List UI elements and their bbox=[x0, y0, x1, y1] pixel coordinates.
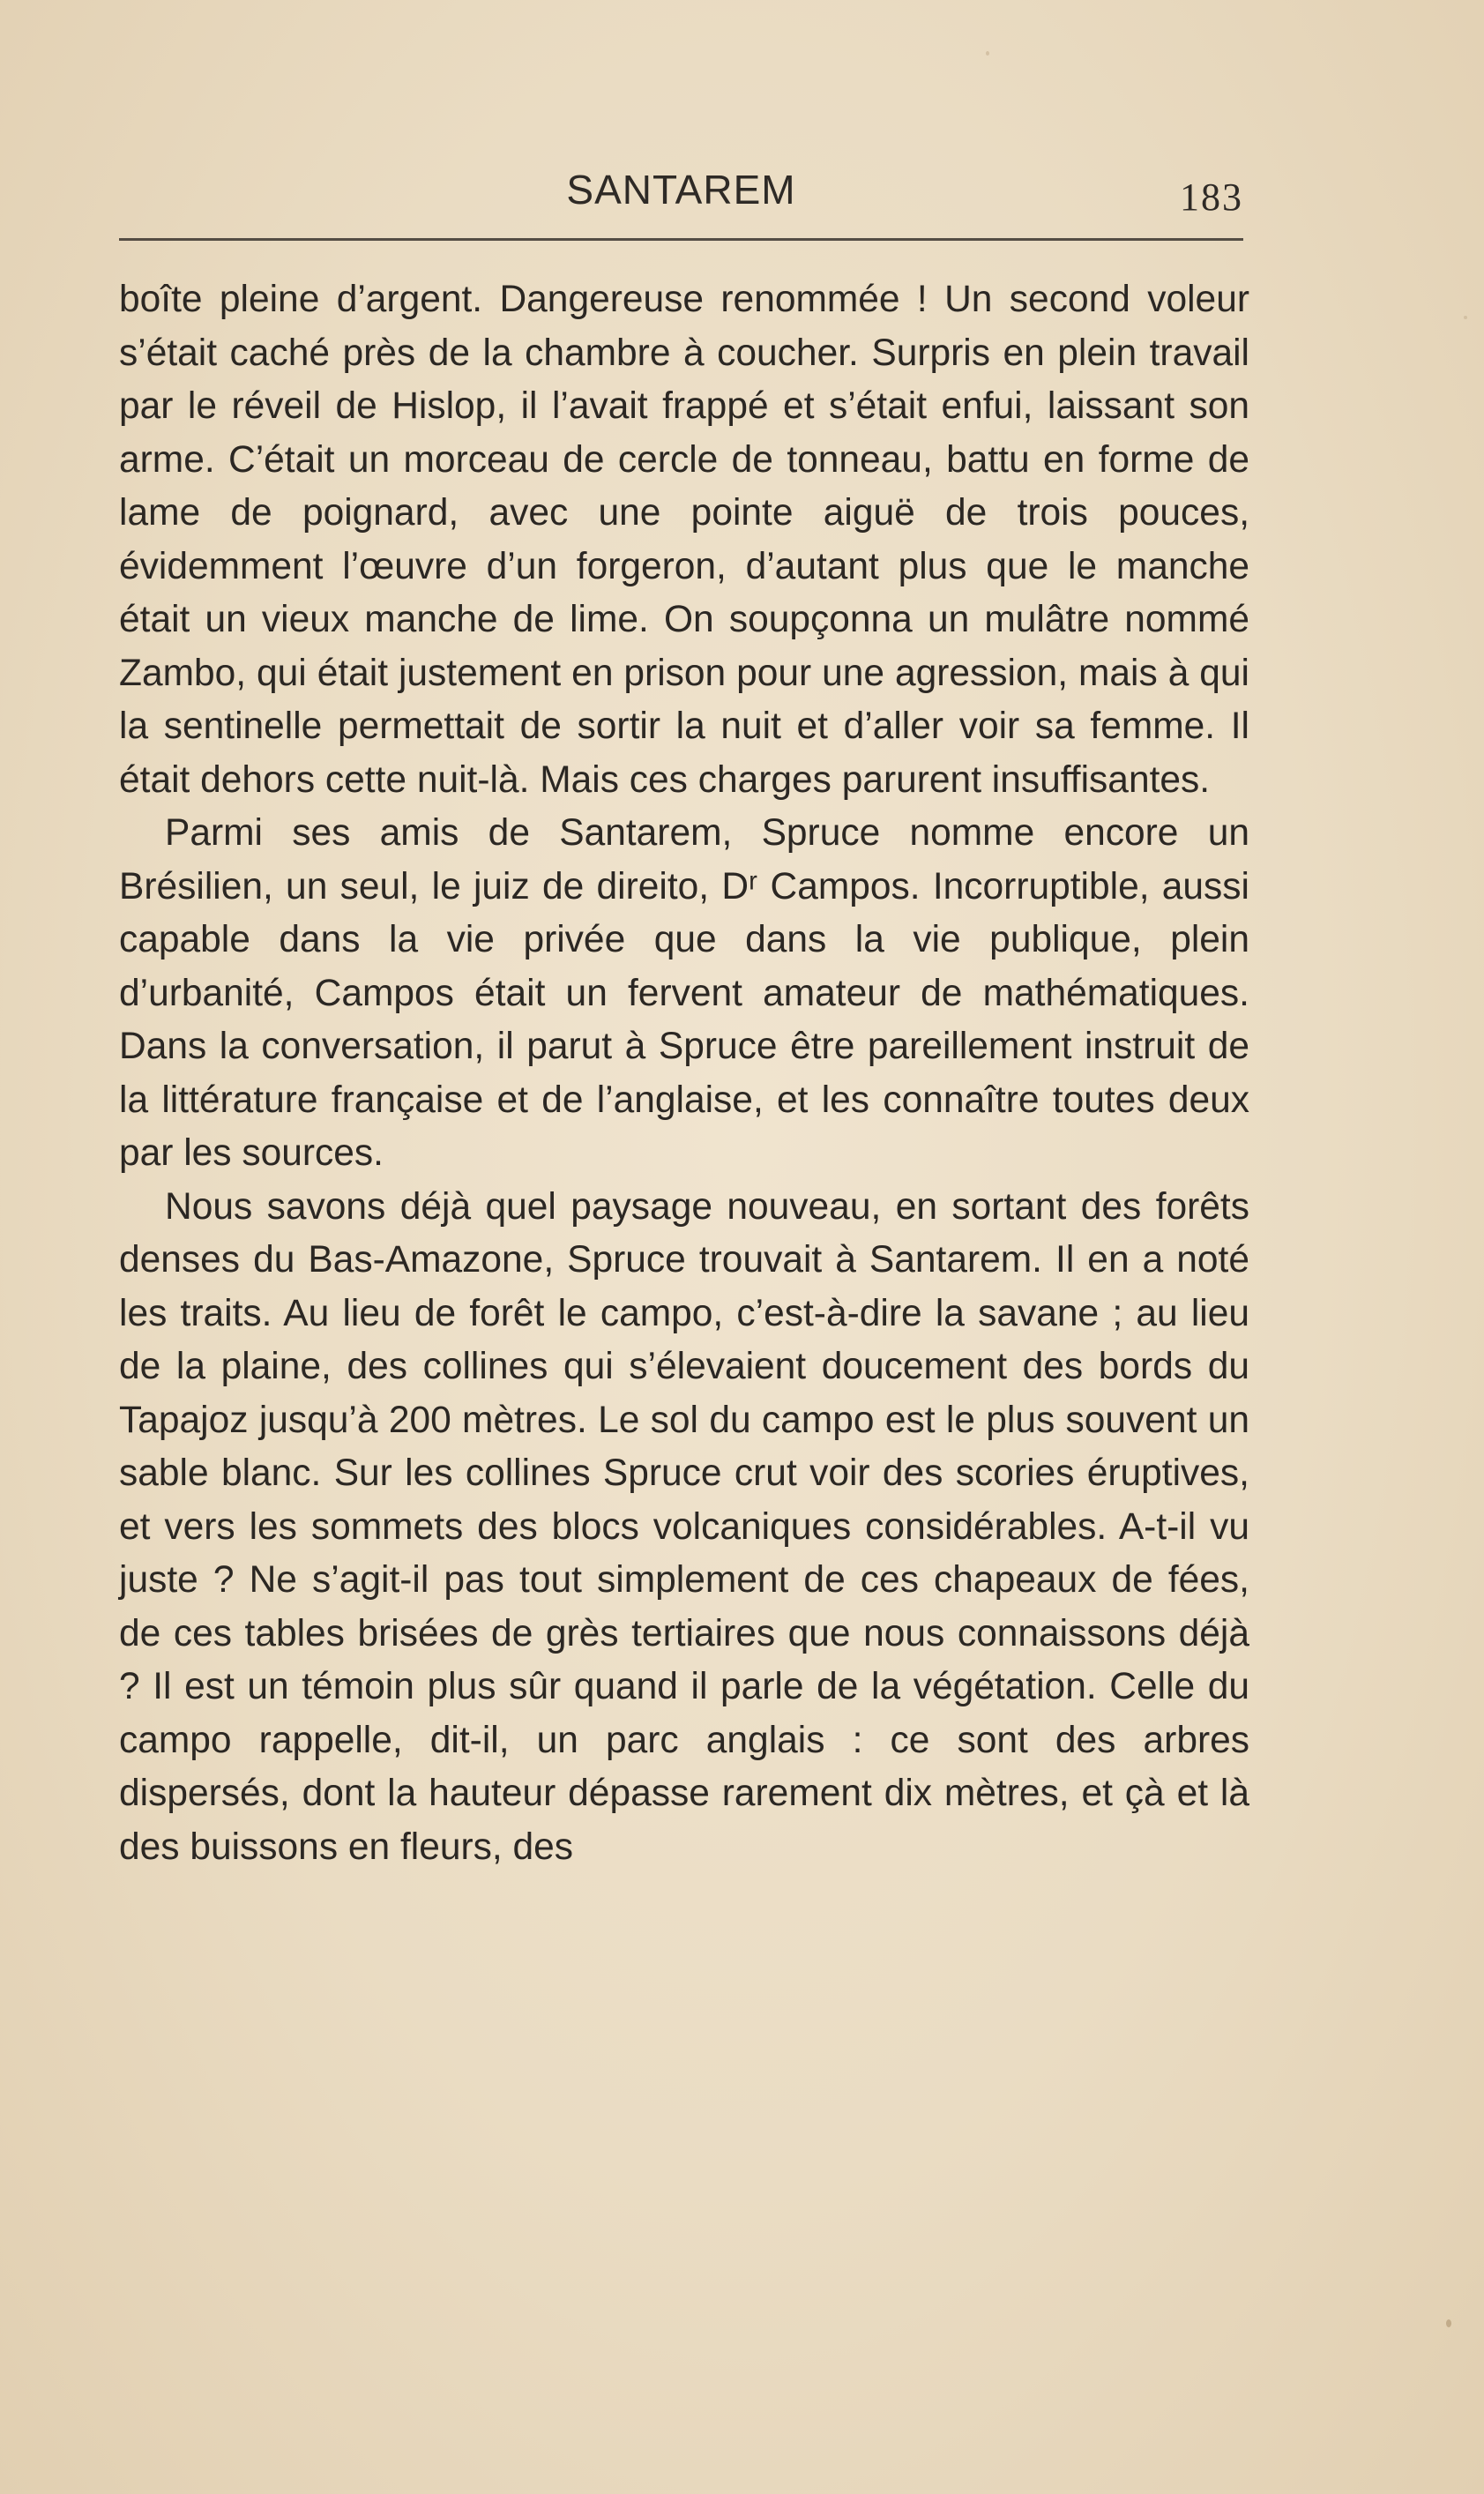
paper-fleck bbox=[1464, 316, 1467, 319]
paragraph: boîte pleine d’argent. Dangereuse renommée ! Un second voleur s’était caché près de la chambre à coucher. Surpris en plein travail par le réveil de Hislop, il l’avait frappé et s’était enfui, laissant son arme. C’était un morceau de cercle de tonneau, battu en forme de lame de poignard, avec une pointe aiguë de trois pouces, évidemment l’œuvre d’un forgeron, d’autant plus que le manche était un vieux manche de lime. On soupçonna un mulâtre nommé Zambo, qui était justement en prison pour une agression, mais à qui la sentinelle permettait de sortir la nuit et d’aller voir sa femme. Il était dehors cette nuit-là. Mais ces charges parurent insuffisantes. bbox=[119, 279, 1249, 801]
paragraph: Parmi ses amis de Santarem, Spruce nomme encore un Brésilien, un seul, le juiz de direito, Dʳ Campos. Incorruptible, aussi capable dans la vie privée que dans la vie publique, plein d’urbanité, Campos était un fervent amateur de mathématiques. Dans la conversation, il parut à Spruce être pareillement instruit de la littérature française et de l’anglaise, et les connaître toutes deux par les sources. bbox=[119, 812, 1249, 1174]
body-text bbox=[119, 273, 1249, 1874]
paragraph: Nous savons déjà quel paysage nouveau, en sortant des forêts denses du Bas-Amazone, Spruce trouvait à Santarem. Il en a noté les traits. Au lieu de forêt le campo, c’est-à-dire la savane ; au lieu de la plaine, des collines qui s’élevaient doucement des bords du Tapajoz jusqu’à 200 mètres. Le sol du campo est le plus souvent un sable blanc. Sur les collines Spruce crut voir des scories éruptives, et vers les sommets des blocs volcaniques considérables. A-t-il vu juste ? Ne s’agit-il pas tout simplement de ces chapeaux de fées, de ces tables brisées de grès tertiaires que nous connaissons déjà ? Il est un témoin plus sûr quand il parle de la végétation. Celle du campo rappelle, dit-il, un parc anglais : ce sont des arbres dispersés, dont la hauteur dépasse rarement dix mètres, et çà et là des buissons en fleurs, des bbox=[119, 1185, 1249, 1868]
page-header bbox=[119, 166, 1243, 228]
header-rule bbox=[119, 238, 1243, 241]
paper-fleck bbox=[986, 51, 989, 56]
running-title: SANTAREM bbox=[566, 167, 796, 213]
page-number: 183 bbox=[1180, 175, 1243, 219]
paper-fleck bbox=[1446, 2319, 1451, 2327]
